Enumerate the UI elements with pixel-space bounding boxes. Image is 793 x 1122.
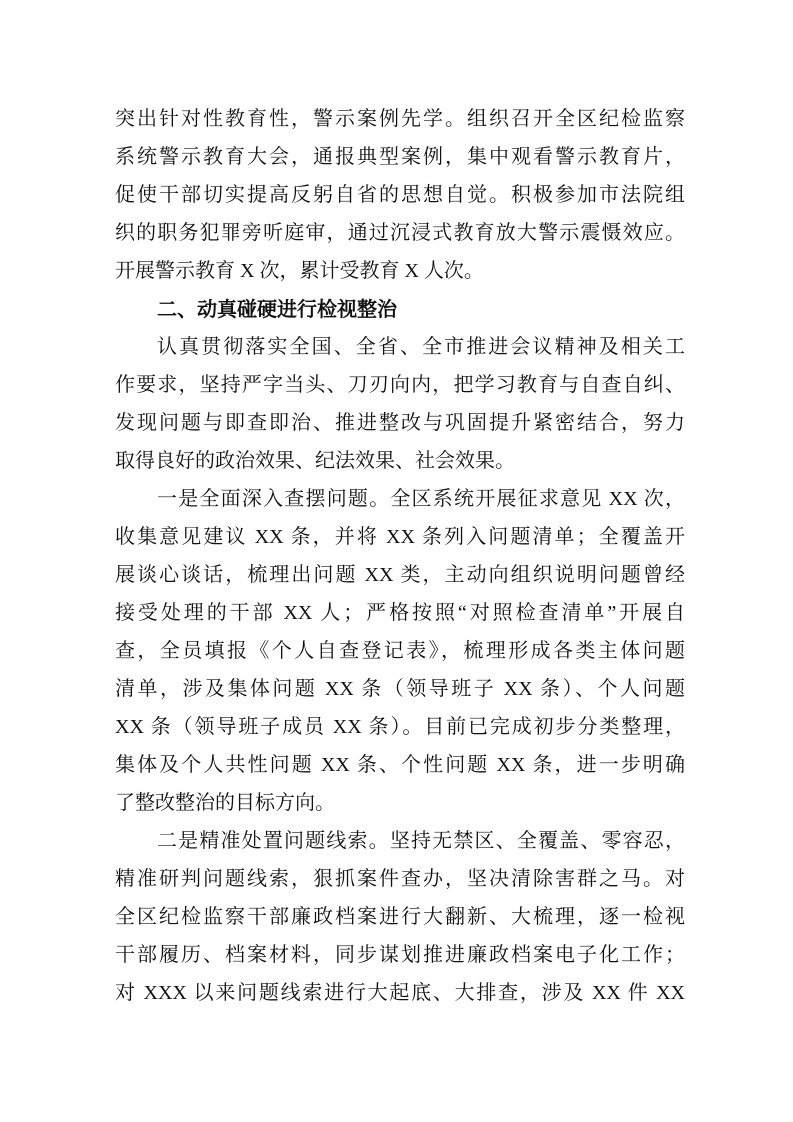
text-line: 收集意见建议 XX 条，并将 XX 条列入问题清单；全覆盖开 (115, 526, 685, 548)
text-line: 一是全面深入查摆问题。全区系统开展征求意见 XX 次， (157, 488, 685, 510)
text-line: 发现问题与即查即治、推进整改与巩固提升紧密结合，努力 (115, 412, 685, 434)
text-line: XX 条（领导班子成员 XX 条）。目前已完成初步分类整理， (115, 716, 685, 738)
text-line: 精准研判问题线索，狠抓案件查办，坚决清除害群之马。对 (115, 868, 685, 890)
paragraph-problem-finding (115, 480, 685, 822)
text-line: 织的职务犯罪旁听庭审，通过沉浸式教育放大警示震慑效应。 (115, 222, 685, 244)
text-line: 全区纪检监察干部廉政档案进行大翻新、大梳理，逐一检视 (115, 906, 685, 928)
text-line: 查，全员填报《个人自查登记表》，梳理形成各类主体问题 (115, 640, 685, 662)
text-line: 清单，涉及集体问题 XX 条（领导班子 XX 条）、个人问题 (115, 678, 685, 700)
text-line: 展谈心谈话，梳理出问题 XX 类，主动向组织说明问题曾经 (115, 564, 685, 586)
text-line: 作要求，坚持严字当头、刀刃向内，把学习教育与自查自纠、 (115, 374, 685, 396)
text-line: 促使干部切实提高反躬自省的思想自觉。积极参加市法院组 (115, 184, 685, 206)
document-page (115, 100, 685, 1012)
paragraph-intro (115, 328, 685, 480)
text-line: 突出针对性教育性，警示案例先学。组织召开全区纪检监察 (115, 108, 685, 130)
text-line: 干部履历、档案材料，同步谋划推进廉政档案电子化工作； (115, 944, 685, 966)
paragraph-clue-handling (115, 822, 685, 1012)
text-line: 对 XXX 以来问题线索进行大起底、大排查，涉及 XX 件 XX (115, 982, 685, 1004)
text-line: 接受处理的干部 XX 人；严格按照“对照检查清单”开展自 (115, 602, 685, 624)
text-line: 二是精准处置问题线索。坚持无禁区、全覆盖、零容忍， (157, 830, 685, 852)
text-line: 集体及个人共性问题 XX 条、个性问题 XX 条，进一步明确 (115, 754, 685, 776)
text-line: 认真贯彻落实全国、全省、全市推进会议精神及相关工 (157, 336, 685, 358)
section-heading: 二、动真碰硬进行检视整治 (157, 297, 397, 321)
text-line: 系统警示教育大会，通报典型案例，集中观看警示教育片， (115, 146, 685, 168)
text-line: 了整改整治的目标方向。 (115, 792, 335, 814)
paragraph-warning-education (115, 100, 685, 290)
text-line: 开展警示教育 X 次，累计受教育 X 人次。 (115, 260, 484, 282)
text-line: 取得良好的政治效果、纪法效果、社会效果。 (115, 450, 515, 472)
